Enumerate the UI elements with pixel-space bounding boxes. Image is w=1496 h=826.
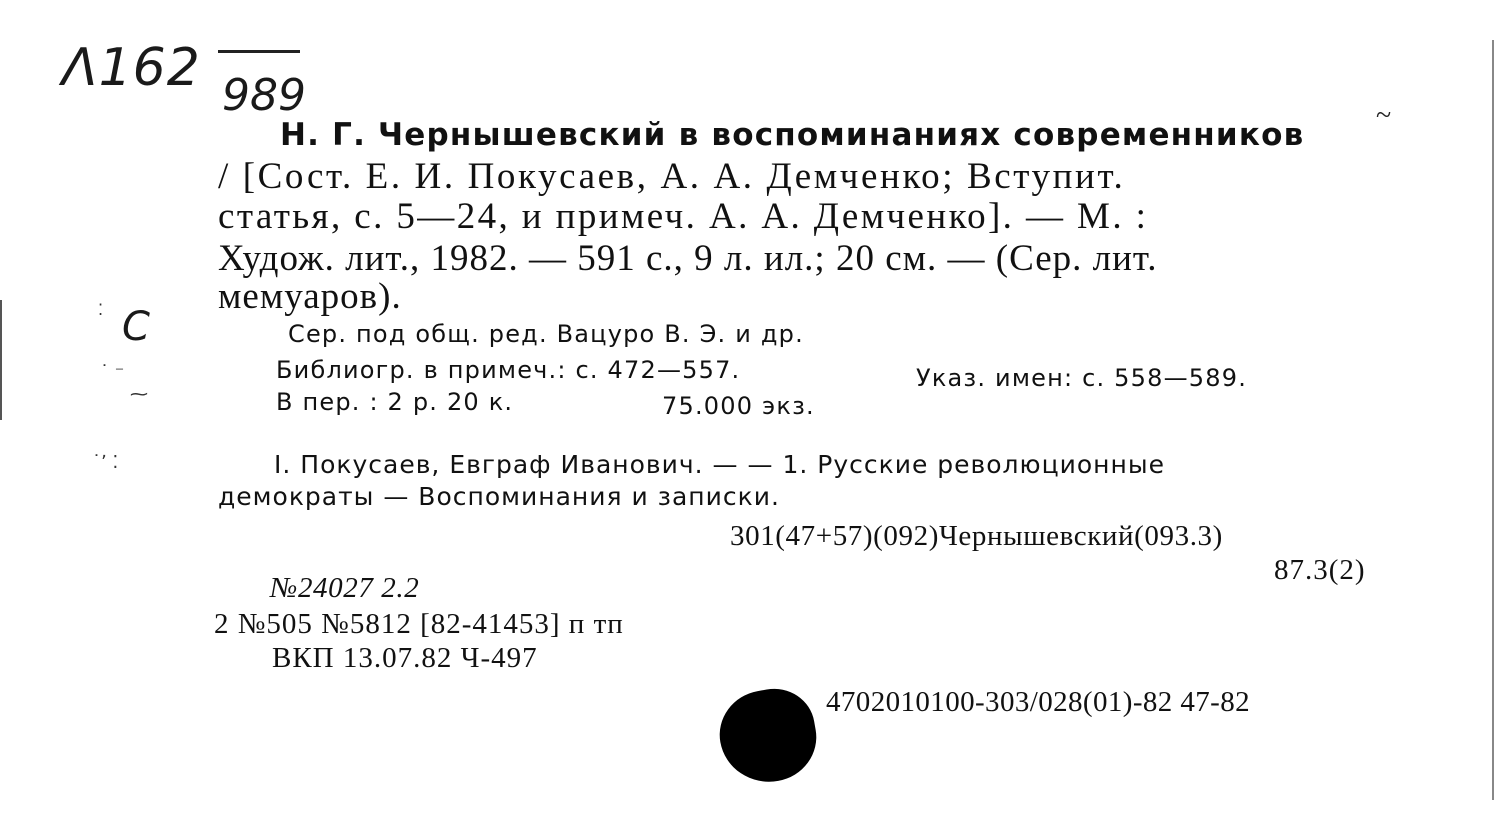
note-index: Указ. имен: с. 558—589.	[916, 364, 1248, 392]
entry-line-3: статья, с. 5—24, и примеч. А. А. Демченко]. — М. :	[218, 196, 1149, 237]
tracing-line-1: I. Покусаев, Евграф Иванович. — — 1. Русские революционные	[274, 450, 1165, 479]
margin-dots: ⁚	[98, 300, 104, 319]
margin-scribble: ˙ʼ ⁚	[92, 452, 119, 473]
publisher-code: 4702010100-303/028(01)-82 47-82	[826, 686, 1250, 718]
margin-scribble: ˙ ⁻	[100, 362, 125, 383]
bbk-index: 87.3(2)	[1274, 554, 1366, 586]
card-edge	[1492, 40, 1494, 800]
card-edge	[0, 300, 2, 420]
entry-line-4: Худож. лит., 1982. — 591 с., 9 л. ил.; 20 см. — (Сер. лит.	[218, 238, 1158, 279]
margin-scribble: ⁓	[130, 384, 148, 405]
note-price: В пер. : 2 р. 20 к.	[276, 388, 514, 416]
ink-blot	[713, 682, 824, 789]
note-bibliography: Библиогр. в примеч.: с. 472—557.	[276, 356, 741, 384]
entry-line-2: / [Сост. Е. И. Покусаев, А. А. Демченко; Вступит.	[218, 156, 1126, 197]
note-copies: 75.000 экз.	[662, 392, 815, 420]
handwritten-shelfmark: Λ162	[62, 38, 201, 98]
tracing-line-2: демократы — Воспоминания и записки.	[218, 482, 780, 511]
entry-line-5: мемуаров).	[218, 276, 402, 317]
fraction-line	[218, 50, 300, 53]
code-line: 2 №505 №5812 [82-41453] п тп	[214, 608, 624, 640]
card-number: №24027 2.2	[270, 572, 420, 604]
vkp-line: ВКП 13.07.82 Ч-497	[272, 642, 538, 674]
tilde-mark: ~	[1376, 100, 1392, 131]
note-series: Сер. под общ. ред. Вацуро В. Э. и др.	[288, 320, 804, 348]
udc-index: 301(47+57)(092)Чернышевский(093.3)	[730, 520, 1223, 552]
handwritten-margin-mark: С	[122, 304, 150, 350]
handwritten-number: 989	[222, 70, 306, 121]
entry-title: Н. Г. Чернышевский в воспоминаниях современников	[280, 117, 1305, 153]
